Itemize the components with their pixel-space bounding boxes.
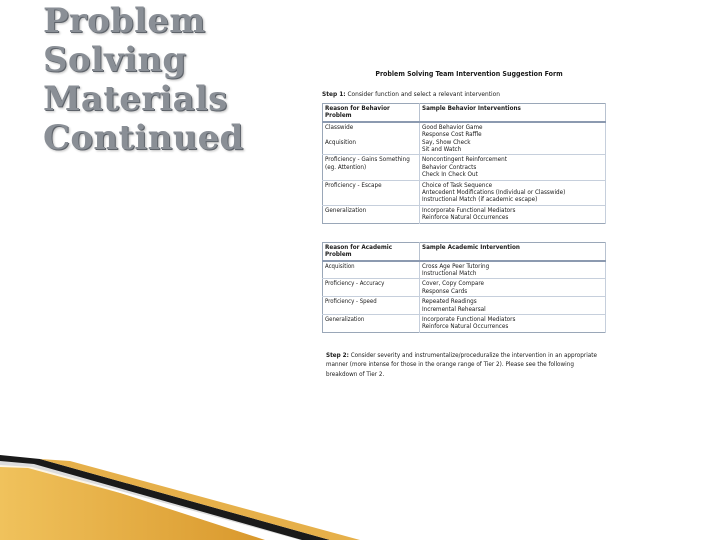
behavior-intervention-table [322,103,606,224]
cell-line: Acquisition [325,138,357,146]
title-line: Materials [43,79,228,119]
cell-line: Response Cost Raffle [422,131,482,139]
step1-instruction [322,90,608,98]
cell-line: Incorporate Functional Mediators [422,206,516,214]
step1-text: Consider function and select a relevant intervention [347,90,500,98]
cell-line [325,131,417,138]
table-row [323,205,606,223]
table-row [323,180,606,205]
cell-line: Incorporate Functional Mediators [422,315,516,323]
form-title: Problem Solving Team Intervention Suggestion Form [375,70,563,78]
reason-cell: Proficiency - Gains Something (eg. Attention) [323,155,420,180]
cell-line: Choice of Task Sequence [422,181,493,189]
cell-line: Noncontingent Reinforcement [422,156,507,164]
cell-line: Repeated Readings [422,298,477,306]
table-row [323,279,606,297]
cell-line: Cover, Copy Compare [422,280,485,288]
step2-label: Step 2: [326,351,349,359]
title-line: Solving [43,40,187,80]
intervention-cell [420,205,606,223]
cell-line: Response Cards [422,287,468,295]
intervention-form-image [322,70,608,379]
step2-text: Consider severity and instrumentalize/proceduralize the intervention in an appropriate manner (more intense for those in the orange range of Tier 2). Please see the following breakdown of Tier 2. [326,351,597,378]
title-line: Continued [43,118,244,158]
intervention-cell [420,155,606,180]
intervention-cell [420,314,606,332]
cell-line: Say, Show Check [422,138,471,146]
table-row [323,297,606,315]
table-row [323,122,606,155]
reason-cell: Proficiency - Accuracy [323,279,420,297]
reason-cell: Generalization [323,205,420,223]
step1-label: Step 1: [322,90,346,98]
table-row [323,261,606,279]
reason-cell [323,122,420,155]
intervention-cell [420,122,606,155]
slide-title [43,2,303,158]
column-header: Reason for Academic Problem [323,242,420,260]
cell-line: Reinforce Natural Occurrences [422,323,509,331]
academic-intervention-table [322,242,606,333]
cell-line: Check In Check Out [422,171,478,179]
step2-instruction [326,351,604,380]
column-header: Sample Behavior Interventions [420,104,606,122]
table-header-row [323,242,606,260]
cell-line: Instructional Match (if academic escape) [422,196,538,204]
reason-cell: Proficiency - Speed [323,297,420,315]
decorative-ribbon [0,445,360,540]
intervention-cell [420,261,606,279]
cell-line: Good Behavior Game [422,123,483,131]
ribbon-gold-band [0,463,265,540]
cell-line: Classwide [325,123,354,131]
intervention-cell [420,279,606,297]
cell-line: Incremental Rehearsal [422,305,486,313]
reason-cell: Proficiency - Escape [323,180,420,205]
column-header: Reason for Behavior Problem [323,104,420,122]
title-line: Problem [43,1,206,41]
cell-line: Cross Age Peer Tutoring [422,262,490,270]
cell-line: Antecedent Modifications (Individual or Classwide) [422,189,566,197]
cell-line: Behavior Contracts [422,163,477,171]
intervention-cell [420,297,606,315]
cell-line: Instructional Match [422,269,477,277]
reason-cell: Generalization [323,314,420,332]
column-header: Sample Academic Intervention [420,242,606,260]
cell-line: Reinforce Natural Occurrences [422,214,509,222]
intervention-cell [420,180,606,205]
cell-line: Sit and Watch [422,146,462,154]
table-header-row [323,104,606,122]
reason-cell: Acquisition [323,261,420,279]
table-row [323,155,606,180]
table-row [323,314,606,332]
